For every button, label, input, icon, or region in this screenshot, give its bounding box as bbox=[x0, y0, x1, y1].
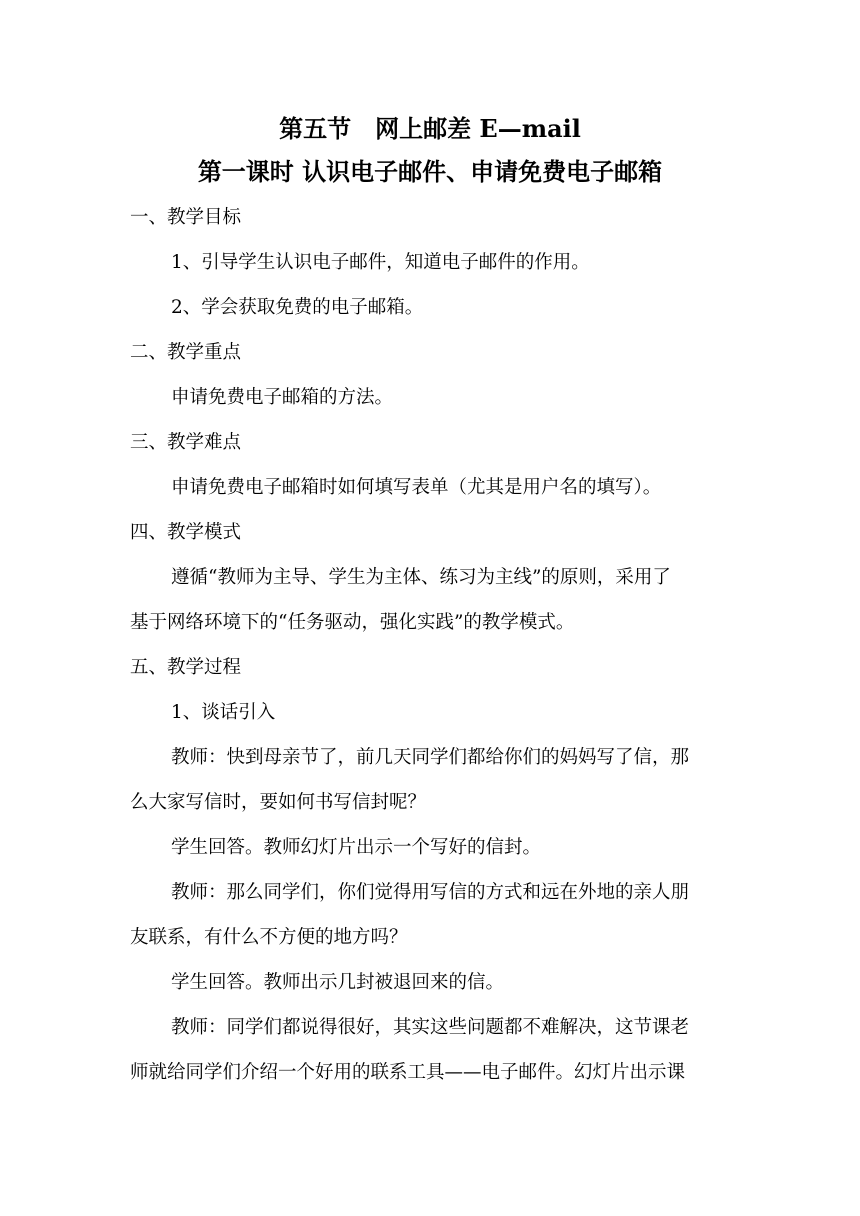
section-heading-teaching-mode: 四、教学模式 bbox=[130, 522, 242, 543]
section-heading-teaching-process: 五、教学过程 bbox=[130, 657, 242, 678]
paragraph-line: 么大家写信时，要如何书写信封呢？ bbox=[130, 792, 427, 813]
document-subtitle: 第一课时 认识电子邮件、申请免费电子邮箱 bbox=[197, 157, 663, 186]
paragraph-line: 教师：同学们都说得很好，其实这些问题都不难解决，这节课老 bbox=[171, 1017, 690, 1038]
process-step-heading: 1、谈话引入 bbox=[171, 702, 276, 723]
key-point-text: 申请免费电子邮箱的方法。 bbox=[171, 387, 394, 408]
objective-item-1: 1、引导学生认识电子邮件，知道电子邮件的作用。 bbox=[171, 252, 590, 273]
section-heading-objectives: 一、教学目标 bbox=[130, 207, 242, 228]
paragraph-line: 友联系，有什么不方便的地方吗？ bbox=[130, 927, 408, 948]
paragraph-line: 师就给同学们介绍一个好用的联系工具——电子邮件。幻灯片出示课 bbox=[130, 1062, 686, 1083]
paragraph-line: 学生回答。教师幻灯片出示一个写好的信封。 bbox=[171, 837, 542, 858]
difficulty-text: 申请免费电子邮箱时如何填写表单（尤其是用户名的填写）。 bbox=[171, 477, 662, 498]
teaching-mode-paragraph-line: 基于网络环境下的“任务驱动，强化实践”的教学模式。 bbox=[130, 612, 575, 633]
paragraph-line: 教师：快到母亲节了，前几天同学们都给你们的妈妈写了信，那 bbox=[171, 747, 690, 768]
section-heading-key-points: 二、教学重点 bbox=[130, 342, 242, 363]
section-heading-difficulties: 三、教学难点 bbox=[130, 432, 242, 453]
paragraph-line: 教师：那么同学们，你们觉得用写信的方式和远在外地的亲人朋 bbox=[171, 882, 690, 903]
paragraph-line: 学生回答。教师出示几封被退回来的信。 bbox=[171, 972, 505, 993]
teaching-mode-paragraph-line: 遵循“教师为主导、学生为主体、练习为主线”的原则，采用了 bbox=[171, 567, 671, 588]
document-title: 第五节 网上邮差 E—mail bbox=[279, 114, 581, 143]
objective-item-2: 2、学会获取免费的电子邮箱。 bbox=[171, 297, 424, 318]
